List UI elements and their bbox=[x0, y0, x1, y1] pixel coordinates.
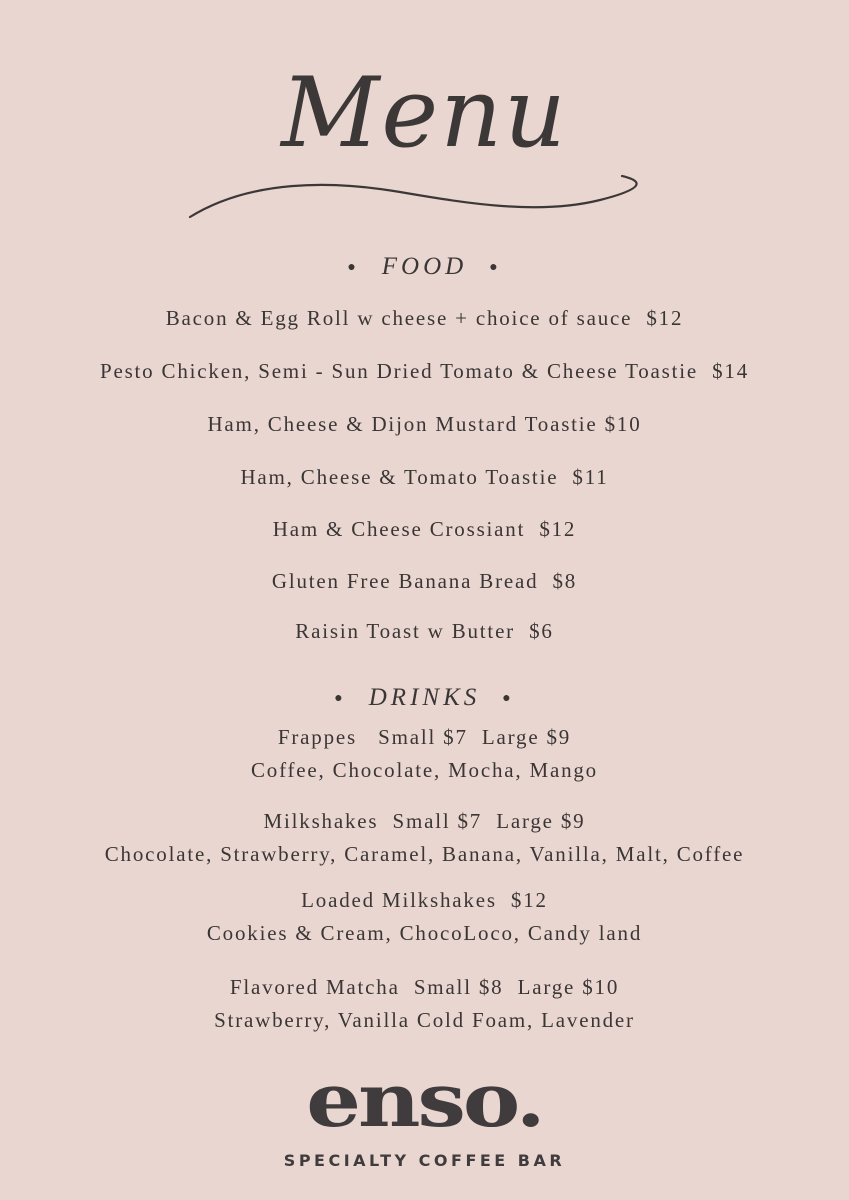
menu-title: Menu bbox=[281, 57, 568, 169]
drink-name: Frappes Small $7 Large $9 bbox=[277, 725, 572, 749]
logo-wordmark: enso. bbox=[306, 1057, 543, 1144]
food-item: Raisin Toast w Butter $6 bbox=[295, 619, 554, 643]
bullet-icon: ● bbox=[347, 260, 360, 276]
logo-tagline: SPECIALTY COFFEE BAR bbox=[283, 1151, 566, 1170]
food-item: Ham, Cheese & Dijon Mustard Toastie $10 bbox=[207, 412, 642, 436]
food-heading-label: FOOD bbox=[381, 253, 468, 280]
drinks-heading-label: DRINKS bbox=[368, 684, 481, 711]
drink-name: Flavored Matcha Small $8 Large $10 bbox=[229, 975, 620, 999]
bullet-icon: ● bbox=[489, 260, 502, 276]
drink-flavors: Strawberry, Vanilla Cold Foam, Lavender bbox=[214, 1008, 635, 1032]
menu-title-block bbox=[0, 30, 849, 230]
food-item: Pesto Chicken, Semi - Sun Dried Tomato & Cheese Toastie $14 bbox=[99, 359, 750, 383]
logo-tagline-block bbox=[0, 1151, 849, 1170]
flourish-swoosh-icon bbox=[0, 30, 849, 230]
food-item: Ham, Cheese & Tomato Toastie $11 bbox=[240, 465, 609, 489]
drink-name: Loaded Milkshakes $12 bbox=[301, 888, 548, 912]
drink-flavors: Cookies & Cream, ChocoLoco, Candy land bbox=[206, 921, 643, 945]
enso-logo bbox=[0, 1058, 849, 1144]
food-item: Gluten Free Banana Bread $8 bbox=[271, 569, 578, 593]
drink-flavors: Chocolate, Strawberry, Caramel, Banana, Vanilla, Malt, Coffee bbox=[104, 842, 745, 866]
food-item: Bacon & Egg Roll w cheese + choice of sauce $12 bbox=[165, 306, 684, 330]
drink-flavors: Coffee, Chocolate, Mocha, Mango bbox=[250, 758, 598, 782]
drinks-heading bbox=[0, 684, 849, 712]
bullet-icon: ● bbox=[502, 691, 515, 707]
drink-name: Milkshakes Small $7 Large $9 bbox=[263, 809, 586, 833]
food-heading bbox=[0, 253, 849, 281]
bullet-icon: ● bbox=[334, 691, 347, 707]
food-item: Ham & Cheese Crossiant $12 bbox=[272, 517, 577, 541]
